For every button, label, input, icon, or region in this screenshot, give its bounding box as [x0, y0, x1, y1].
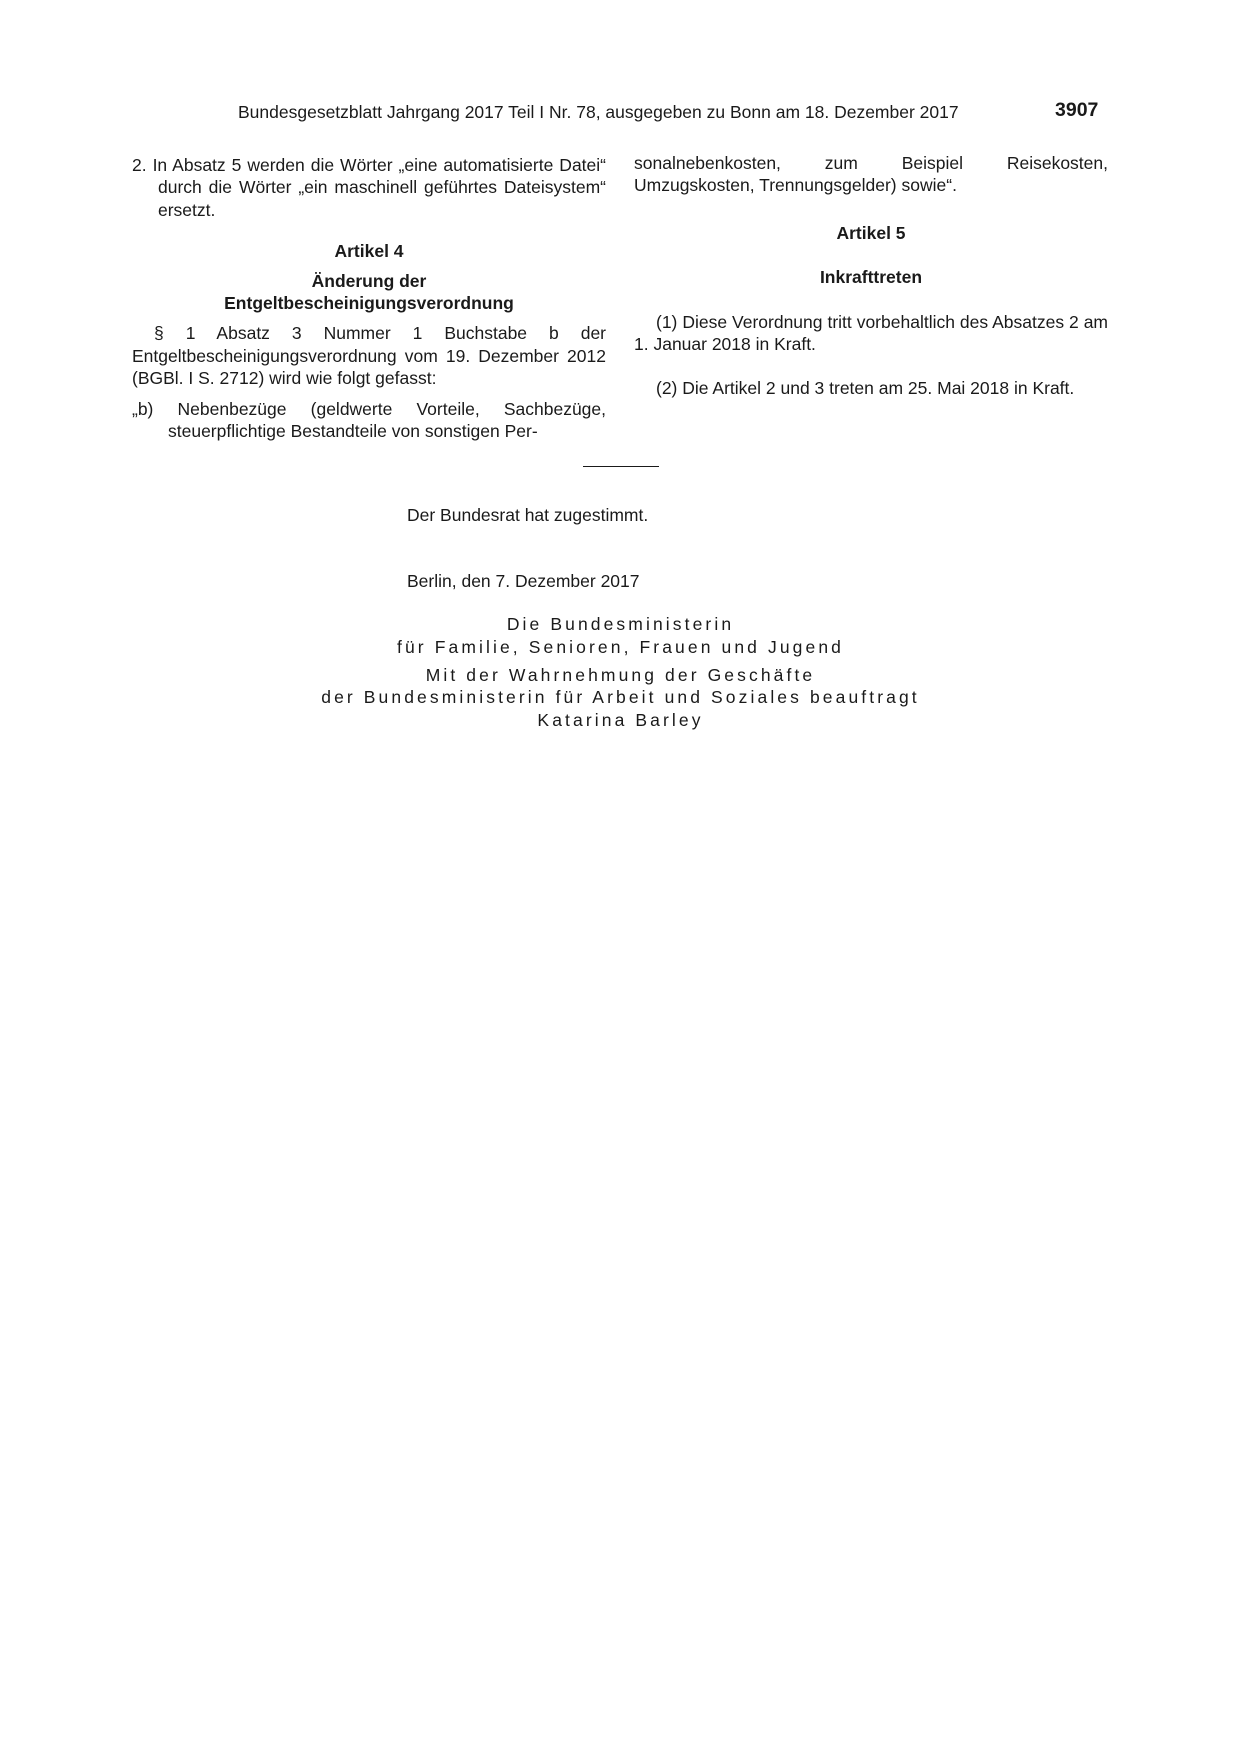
artikel-5-paragraph-2: (2) Die Artikel 2 und 3 treten am 25. Mai 2018 in Kraft. [656, 378, 1075, 399]
signature-line-3: Mit der Wahrnehmung der Geschäfte [425, 665, 816, 685]
left-column [132, 154, 606, 442]
amendment-item-2: 2. In Absatz 5 werden die Wörter „eine automatisierte Datei“ durch die Wörter „ein maschinell geführtes Dateisystem“ ersetzt. [132, 155, 606, 220]
artikel-4-title-line-2: Entgeltbescheinigungsverordnung [224, 293, 514, 314]
artikel-4-title-line-1: Änderung der [311, 270, 427, 291]
signature-line-4: der Bundesministerin für Arbeit und Soziales beauftragt [321, 687, 920, 707]
running-title: Bundesgesetzblatt Jahrgang 2017 Teil I Nr. 78, ausgegeben zu Bonn am 18. Dezember 2017 [238, 102, 959, 122]
place-and-date: Berlin, den 7. Dezember 2017 [407, 571, 640, 591]
section-divider [583, 466, 659, 467]
artikel-5-heading: Artikel 5 [836, 222, 906, 243]
signatory-name: Katarina Barley [537, 710, 704, 730]
bundesrat-consent: Der Bundesrat hat zugestimmt. [407, 505, 649, 525]
artikel-4-intro: § 1 Absatz 3 Nummer 1 Buchstabe b der Entgeltbescheinigungsverordnung vom 19. Dezember 2012 (BGBl. I S. 2712) wird wie folgt gefasst: [132, 323, 606, 389]
artikel-5-paragraph-1: (1) Diese Verordnung tritt vorbehaltlich des Absatzes 2 am 1. Januar 2018 in Kraft. [634, 311, 1108, 355]
signature-line-1: Die Bundesministerin [506, 614, 735, 634]
amendment-item-b-continued: sonalnebenkosten, zum Beispiel Reisekosten, Umzugskosten, Trennungsgelder) sowie“. [634, 153, 1108, 196]
artikel-4-heading: Artikel 4 [334, 241, 404, 262]
artikel-5-title: Inkrafttreten [819, 267, 923, 288]
page-number: 3907 [1055, 99, 1099, 121]
amendment-item-b: „b) Nebenbezüge (geldwerte Vorteile, Sachbezüge, steuerpflichtige Bestandteile von sonstigen Per- [132, 398, 606, 442]
signature-line-2: für Familie, Senioren, Frauen und Jugend [397, 637, 844, 657]
right-column [634, 152, 1108, 400]
